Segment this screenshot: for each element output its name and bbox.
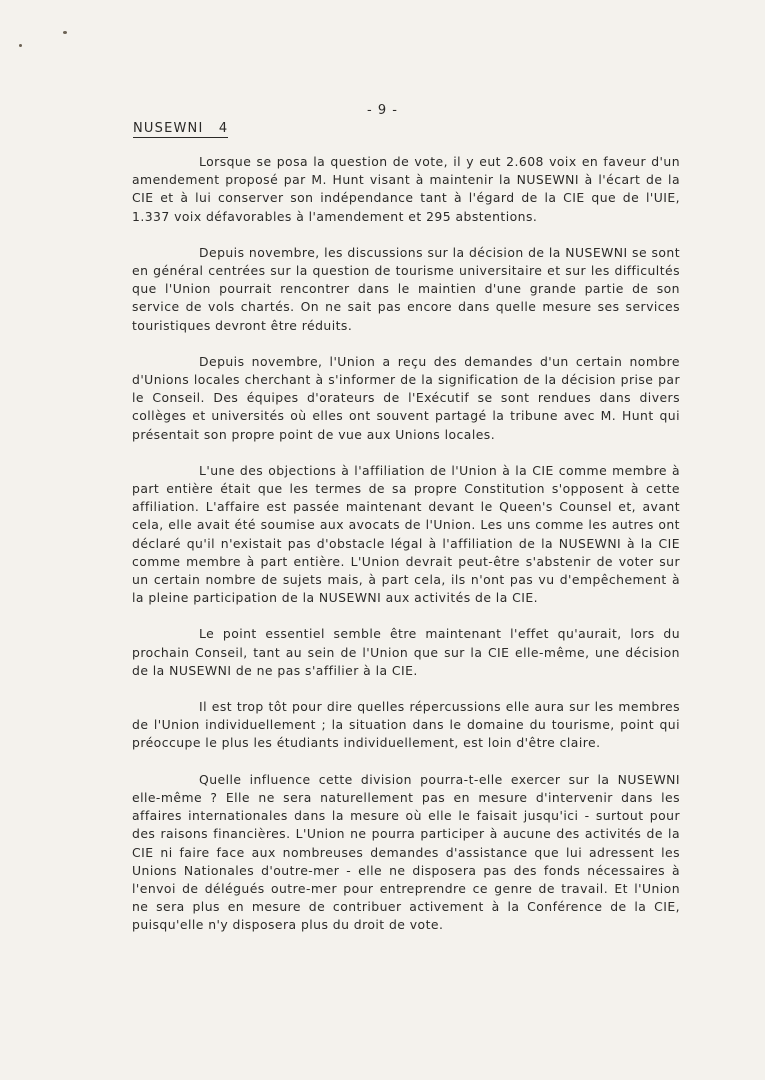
paper-speck [63, 31, 67, 34]
paragraph: L'une des objections à l'affiliation de l'Union à la CIE comme membre à part entière était que les termes de sa propre Constitution s'opposent à cette affiliation. L'affaire est passée maintenant devant le Queen's Counsel et, avant cela, elle avait été soumise aux avocats de l'Union. Les uns comme les autres ont déclaré qu'il n'existait pas d'obstacle légal à l'affiliation de la NUSEWNI à la CIE comme membre à part entière. L'Union devrait peut-être s'abstenir de voter sur un certain nombre de sujets mais, à part cela, ils n'ont pas vu d'empêchement à la pleine participation de la NUSEWNI aux activités de la CIE. [132, 462, 680, 606]
paragraph: Depuis novembre, l'Union a reçu des demandes d'un certain nombre d'Unions locales cherchant à s'informer de la signification de la décision prise par le Conseil. Des équipes d'orateurs de l'Exécutif se sont rendues dans divers collèges et universités où elles ont souvent partagé la tribune avec M. Hunt qui présentait son propre point de vue aux Unions locales. [132, 353, 680, 442]
section-heading: NUSEWNI 4 [133, 121, 229, 136]
paragraph: Le point essentiel semble être maintenant l'effet qu'aurait, lors du prochain Conseil, tant au sein de l'Union que sur la CIE elle-même, une décision de la NUSEWNI de ne pas s'affilier à la CIE. [132, 626, 680, 678]
paper-speck [19, 44, 22, 47]
paragraph: Quelle influence cette division pourra-t-elle exercer sur la NUSEWNI elle-même ? Elle ne sera naturellement pas en mesure d'intervenir dans les affaires internationales dans la mesure où elle le faisait jusqu'ici - surtout pour des raisons financières. L'Union ne pourra participer à aucune des activités de la CIE ni faire face aux nombreuses demandes d'assistance que lui adressent les Unions Nationales d'outre-mer - elle ne disposera pas des fonds nécessaires à l'envoi de délégués outre-mer pour entreprendre ce genre de travail. Et l'Union ne sera plus en mesure de contribuer activement à la Conférence de la CIE, puisqu'elle n'y disposera plus du droit de vote. [132, 771, 680, 933]
page-number: - 9 - [367, 103, 398, 118]
paragraph: Il est trop tôt pour dire quelles répercussions elle aura sur les membres de l'Union individuellement ; la situation dans le domaine du tourisme, point qui préoccupe le plus les étudiants individuellement, est loin d'être claire. [132, 699, 680, 751]
paragraph: Lorsque se posa la question de vote, il y eut 2.608 voix en faveur d'un amendement proposé par M. Hunt visant à maintenir la NUSEWNI à l'écart de la CIE et à lui conserver son indépendance tant à l'égard de la CIE que de l'UIE, 1.337 voix défavorables à l'amendement et 295 abstentions. [132, 154, 680, 224]
paragraph: Depuis novembre, les discussions sur la décision de la NUSEWNI se sont en général centrées sur la question de tourisme universitaire et sur les difficultés que l'Union pourrait rencontrer dans le maintien d'une grande partie de son service de vols chartés. On ne sait pas encore dans quelle mesure ses services touristiques devront être réduits. [132, 244, 680, 333]
document-body [132, 153, 680, 953]
